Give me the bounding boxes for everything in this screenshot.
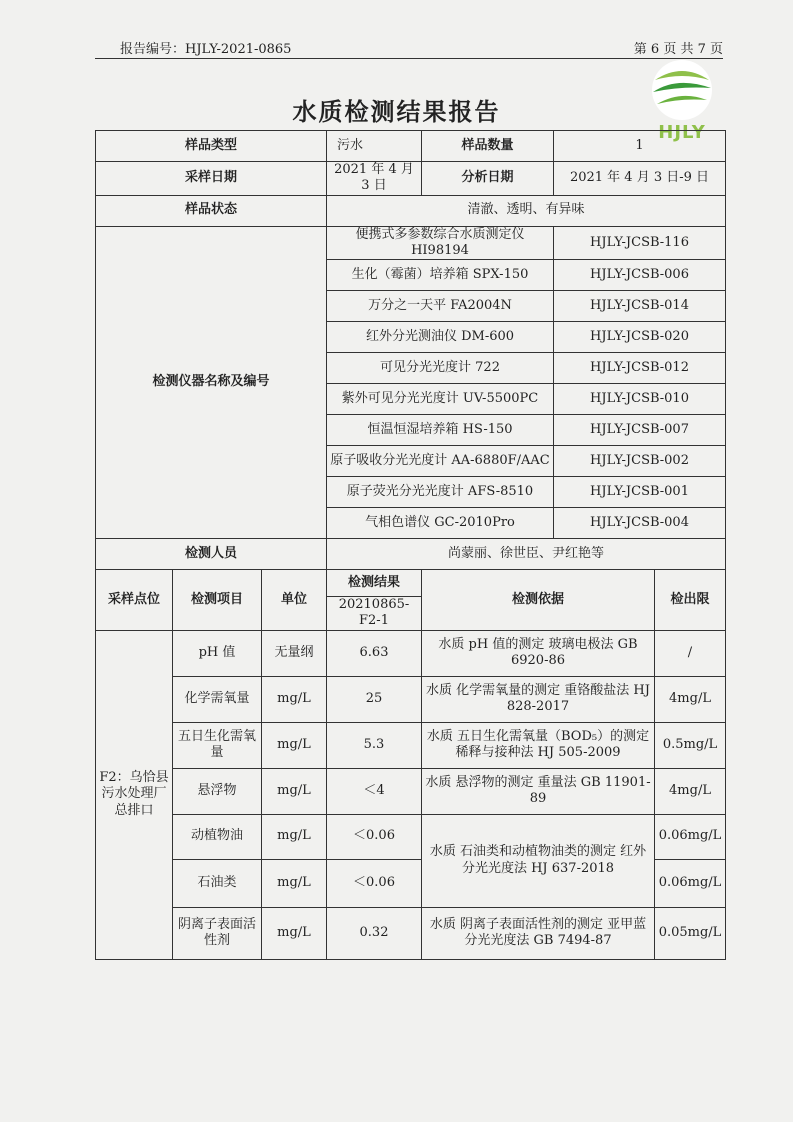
result-limit: 0.5mg/L (655, 722, 726, 768)
header-divider (95, 58, 723, 59)
result-limit: 0.06mg/L (655, 859, 726, 907)
sample-type-value: 污水 (327, 131, 422, 162)
sample-qty-value: 1 (554, 131, 726, 162)
result-row (96, 722, 726, 768)
result-limit: 4mg/L (655, 768, 726, 814)
col-header-limit: 检出限 (655, 570, 726, 631)
result-row (96, 630, 726, 676)
page-number: 第 6 页 共 7 页 (633, 42, 723, 57)
col-header-unit: 单位 (262, 570, 327, 631)
col-header-item: 检测项目 (173, 570, 262, 631)
sampling-date-row (96, 162, 726, 196)
result-item: pH 值 (173, 630, 262, 676)
instrument-name: 红外分光测油仪 DM-600 (327, 322, 554, 353)
col-header-point: 采样点位 (96, 570, 173, 631)
result-value: 5.3 (327, 722, 422, 768)
instrument-name: 生化（霉菌）培养箱 SPX-150 (327, 260, 554, 291)
result-unit: mg/L (262, 859, 327, 907)
result-basis: 水质 pH 值的测定 玻璃电极法 GB 6920-86 (422, 630, 655, 676)
result-value: ＜4 (327, 768, 422, 814)
instrument-name: 气相色谱仪 GC-2010Pro (327, 508, 554, 539)
report-number: 报告编号：HJLY-2021-0865 (120, 42, 292, 57)
sampling-date-label: 采样日期 (96, 162, 327, 196)
result-item: 阴离子表面活性剂 (173, 907, 262, 959)
result-limit: 0.05mg/L (655, 907, 726, 959)
personnel-row (96, 539, 726, 570)
page-title: 水质检测结果报告 (292, 97, 501, 126)
sample-type-row (96, 131, 726, 162)
result-item: 五日生化需氧量 (173, 722, 262, 768)
result-row (96, 768, 726, 814)
analysis-date-value: 2021 年 4 月 3 日-9 日 (554, 162, 726, 196)
result-limit: 4mg/L (655, 676, 726, 722)
result-value: ＜0.06 (327, 859, 422, 907)
instrument-name: 可见分光光度计 722 (327, 353, 554, 384)
instrument-code: HJLY-JCSB-006 (554, 260, 726, 291)
result-value: 6.63 (327, 630, 422, 676)
result-limit: 0.06mg/L (655, 814, 726, 859)
col-header-result: 检测结果 (327, 570, 422, 597)
sample-state-row (96, 195, 726, 226)
result-value: 0.32 (327, 907, 422, 959)
result-unit: mg/L (262, 768, 327, 814)
instrument-code: HJLY-JCSB-116 (554, 226, 726, 260)
instruments-label: 检测仪器名称及编号 (96, 226, 327, 539)
result-basis: 水质 阴离子表面活性剂的测定 亚甲蓝分光光度法 GB 7494-87 (422, 907, 655, 959)
result-unit: mg/L (262, 676, 327, 722)
instrument-code: HJLY-JCSB-012 (554, 353, 726, 384)
result-row (96, 814, 726, 859)
result-value: 25 (327, 676, 422, 722)
instrument-code: HJLY-JCSB-002 (554, 446, 726, 477)
instrument-name: 万分之一天平 FA2004N (327, 291, 554, 322)
analysis-date-label: 分析日期 (422, 162, 554, 196)
result-limit: / (655, 630, 726, 676)
result-item: 悬浮物 (173, 768, 262, 814)
result-item: 动植物油 (173, 814, 262, 859)
result-item: 化学需氧量 (173, 676, 262, 722)
instrument-code: HJLY-JCSB-001 (554, 477, 726, 508)
result-unit: 无量纲 (262, 630, 327, 676)
instrument-name: 紫外可见分光光度计 UV-5500PC (327, 384, 554, 415)
personnel-label: 检测人员 (96, 539, 327, 570)
instrument-name: 便携式多参数综合水质测定仪 HI98194 (327, 226, 554, 260)
result-basis: 水质 五日生化需氧量（BOD₅）的测定 稀释与接种法 HJ 505-2009 (422, 722, 655, 768)
sampling-date-value: 2021 年 4 月 3 日 (327, 162, 422, 196)
instrument-code: HJLY-JCSB-010 (554, 384, 726, 415)
col-header-basis: 检测依据 (422, 570, 655, 631)
instrument-code: HJLY-JCSB-007 (554, 415, 726, 446)
result-row (96, 907, 726, 959)
result-value: ＜0.06 (327, 814, 422, 859)
instrument-name: 原子吸收分光光度计 AA-6880F/AAC (327, 446, 554, 477)
instrument-code: HJLY-JCSB-004 (554, 508, 726, 539)
report-table (95, 130, 726, 960)
sample-type-label: 样品类型 (96, 131, 327, 162)
sample-state-value: 清澈、透明、有异味 (327, 195, 726, 226)
sample-qty-label: 样品数量 (422, 131, 554, 162)
result-unit: mg/L (262, 722, 327, 768)
instrument-row (96, 226, 726, 260)
instrument-code: HJLY-JCSB-020 (554, 322, 726, 353)
personnel-value: 尚蒙丽、徐世臣、尹红艳等 (327, 539, 726, 570)
result-item: 石油类 (173, 859, 262, 907)
results-header-row (96, 570, 726, 597)
logo-text: HJLY (658, 122, 706, 143)
sample-state-label: 样品状态 (96, 195, 327, 226)
instrument-name: 恒温恒湿培养箱 HS-150 (327, 415, 554, 446)
result-unit: mg/L (262, 907, 327, 959)
result-unit: mg/L (262, 814, 327, 859)
instrument-code: HJLY-JCSB-014 (554, 291, 726, 322)
result-basis: 水质 石油类和动植物油类的测定 红外分光光度法 HJ 637-2018 (422, 814, 655, 907)
instrument-name: 原子荧光分光光度计 AFS-8510 (327, 477, 554, 508)
sampling-point: F2：乌恰县污水处理厂总排口 (96, 630, 173, 959)
result-basis: 水质 悬浮物的测定 重量法 GB 11901-89 (422, 768, 655, 814)
result-basis: 水质 化学需氧量的测定 重铬酸盐法 HJ 828-2017 (422, 676, 655, 722)
result-row (96, 676, 726, 722)
col-header-sample-id: 20210865-F2-1 (327, 597, 422, 631)
